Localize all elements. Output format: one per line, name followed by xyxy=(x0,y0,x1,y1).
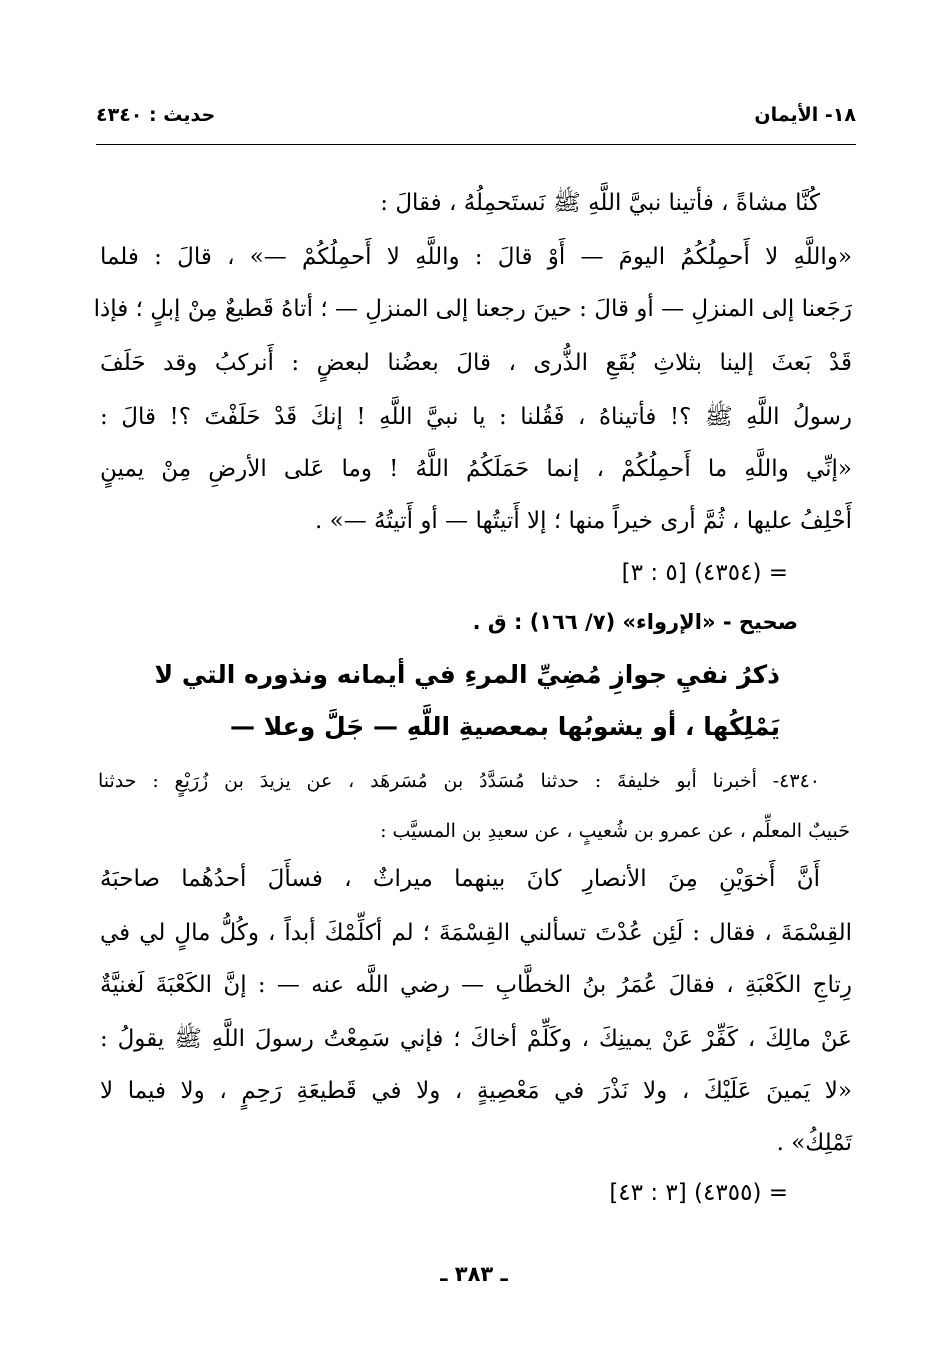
text-line: «لا يَمينَ عَلَيْكَ ، ولا نَذْرَ في مَعْصِيةٍ ، ولا في قَطيعَةِ رَحِمٍ ، ولا فيما لا xyxy=(100,1078,852,1104)
isnad-line: ٤٣٤٠- أخبرنا أبو خليفةَ : حدثنا مُسَدَّدُ بن مُسَرهَد ، عن يزيدَ بن زُرَيْعٍ : حدثنا xyxy=(98,770,820,792)
text-line: أَحْلِفُ عليها ، ثُمَّ أرى خيراً منها ؛ إلا أَتيتُها — أو أَتيتُهُ —» . xyxy=(315,508,852,534)
text-line: أَنَّ أَخوَيْنِ مِنَ الأنصارِ كانَ بينهما ميراثٌ ، فسأَلَ أحدُهُما صاحبَهُ xyxy=(100,866,820,892)
text-line: رِتاجِ الكَعْبَةِ ، فقالَ عُمَرُ بنُ الخطَّابِ — رضي اللَّه عنه — : إنَّ الكَعْبَةَ لَغنيَّةٌ xyxy=(100,972,852,998)
text-line: قَدْ بَعثَ إلينا بثلاثِ بُقَعِ الذُّرى ، قالَ بعضُنا لبعضٍ : أَنركبُ وقد حَلَفَ xyxy=(100,350,852,376)
text-line: تَمْلِكُ» . xyxy=(776,1130,852,1156)
header-divider xyxy=(96,144,856,145)
text-line: عَنْ مالِكَ ، كَفِّرْ عَنْ يمينِكَ ، وكَلِّمْ أخاكَ ؛ فإني سَمِعْتُ رسولَ اللَّهِ ﷺ يقولُ : xyxy=(100,1026,852,1052)
isnad-line: حَبيبٌ المعلِّم ، عن عمرو بن شُعيبٍ ، عن سعيدِ بن المسيَّب : xyxy=(380,820,850,842)
text-line: «واللَّهِ لا أَحمِلُكُمُ اليومَ — أَوْ قالَ : واللَّهِ لا أَحمِلُكُمْ —» ، قالَ : فلما xyxy=(100,244,853,270)
section-heading-line1: ذكرُ نفيِ جوازِ مُضِيِّ المرءِ في أيمانه ونذوره التي لا xyxy=(154,660,780,689)
page-number: ـ ٣٨٣ ـ xyxy=(440,1262,508,1286)
text-line: رَجَعنا إلى المنزلِ — أو قالَ : حينَ رجعنا إلى المنزلِ — ؛ أتاهُ قَطيعٌ مِنْ إبلٍ ؛ فإذا xyxy=(93,296,852,322)
running-header xyxy=(96,100,856,134)
chapter-title: ١٨- الأيمان xyxy=(754,104,856,126)
text-line: القِسْمَةَ ، فقال : لَئِن عُدْتَ تسألني القِسْمَةَ ؛ لم أكلِّمْكَ أبداً ، وكُلُّ مالٍ لي في xyxy=(100,920,852,946)
text-line: كُنَّا مشاةً ، فأتينا نبيَّ اللَّهِ ﷺ نَستَحمِلُهُ ، فقالَ : xyxy=(380,190,820,216)
section-heading-line2: يَمْلِكُها ، أو يشوبُها بمعصيةِ اللَّهِ — جَلَّ وعلا — xyxy=(229,712,780,741)
text-line: رسولُ اللَّهِ ﷺ ؟! فأتيناهُ ، فَقُلنا : يا نبيَّ اللَّهِ ! إنكَ قَدْ حَلَفْتَ ؟! قالَ : xyxy=(100,404,852,430)
cross-reference: = (٤٣٥٥) [٣ : ٤٣] xyxy=(609,1180,788,1206)
text-line: «إنِّي واللَّهِ ما أَحمِلُكُمْ ، إنما حَمَلَكُمُ اللَّهُ ! وما عَلى الأرضِ مِنْ يمينٍ xyxy=(100,456,852,482)
hadith-grade: صحيح - «الإرواء» (٧/ ١٦٦) : ق . xyxy=(472,610,798,634)
hadith-number-ref: حديث : ٤٣٤٠ xyxy=(96,104,216,126)
cross-reference: = (٤٣٥٤) [٥ : ٣] xyxy=(621,560,788,586)
